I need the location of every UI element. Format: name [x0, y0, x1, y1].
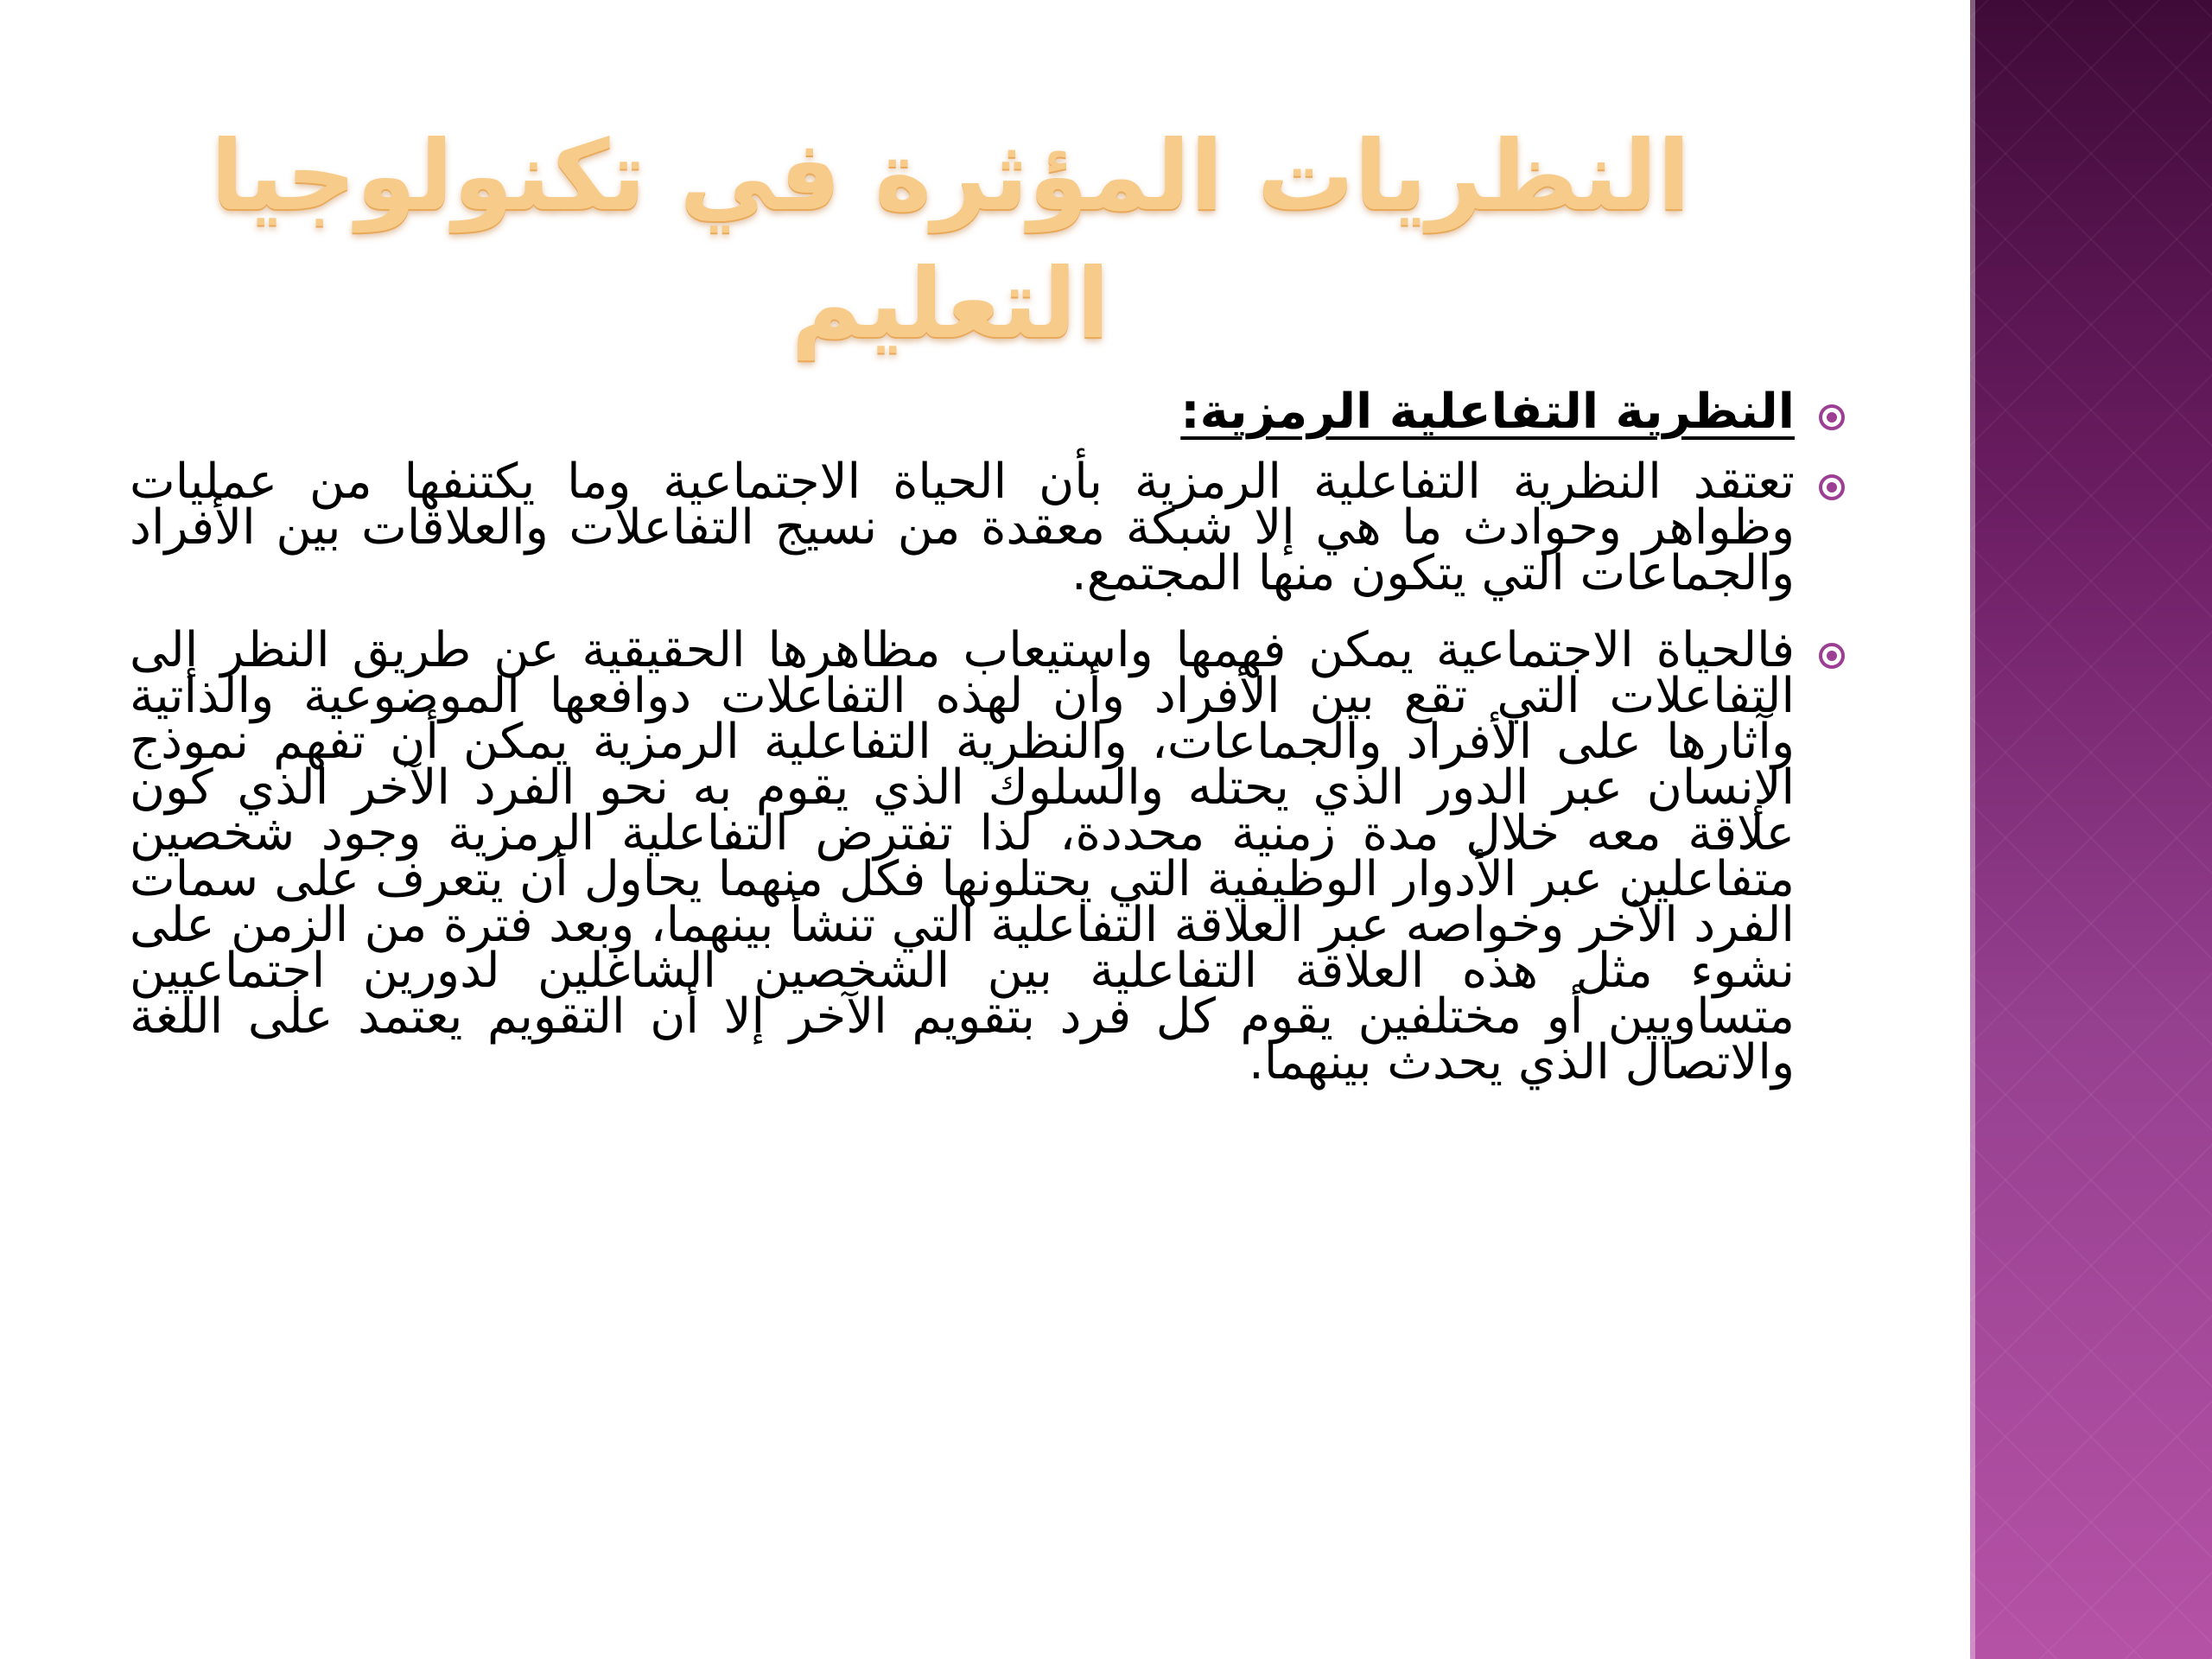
bullet-text: فالحياة الاجتماعية يمكن فهمها واستيعاب مظاهرها الحقيقية عن طريق النظر إلى التفاعلات التي تقع بين الأفراد وأن لهذه التفاعلات دوافعها الموضوعية والذاتية وآثارها على الأفراد والجماعات، والنظرية التفاعلية الرمزية يمكن أن تفهم نموذج الإنسان عبر الدور الذي يحتله والسلوك الذي يقوم به نحو الفرد الآخر الذي كون علاقة معه خلال مدة زمنية محددة، لذا تفترض التفاعلية الرمزية وجود شخصين متفاعلين عبر الأدوار الوظيفية التي يحتلونها فكل منهما يحاول أن يتعرف على سمات الفرد الآخر وخواصه عبر العلاقة التفاعلية التي تنشأ بينهما، وبعد فترة من الزمن على نشوء مثل هذه العلاقة التفاعلية بين الشخصين الشاغلين لدورين اجتماعيين متساويين أو مختلفين يقوم كل فرد بتقويم الآخر إلا أن التقويم يعتمد على اللغة والاتصال الذي يحدث بينهما.: [130, 622, 1795, 1090]
circle-bullet-icon: [1819, 643, 1845, 669]
bullet-text: تعتقد النظرية التفاعلية الرمزية بأن الحياة الاجتماعية وما يكتنفها من عمليات وظواهر وحوادث ما هي إلا شبكة معقدة من نسيج التفاعلات والعلاقات بين الأفراد والجماعات التي يتكون منها المجتمع.: [130, 454, 1795, 601]
bullet-item-explanation: [130, 622, 1845, 1090]
slide-content: [130, 384, 1845, 1116]
section-heading: النظرية التفاعلية الرمزية:: [1180, 384, 1795, 440]
decorative-side-band: [1970, 0, 2212, 1659]
circle-bullet-icon: [1819, 404, 1845, 430]
circle-bullet-icon: [1819, 474, 1845, 500]
slide-title: النظريات المؤثرة في تكنولوجيا التعليم: [210, 120, 1691, 360]
bullet-item-definition: [130, 454, 1845, 601]
bullet-item-heading: [130, 384, 1845, 440]
